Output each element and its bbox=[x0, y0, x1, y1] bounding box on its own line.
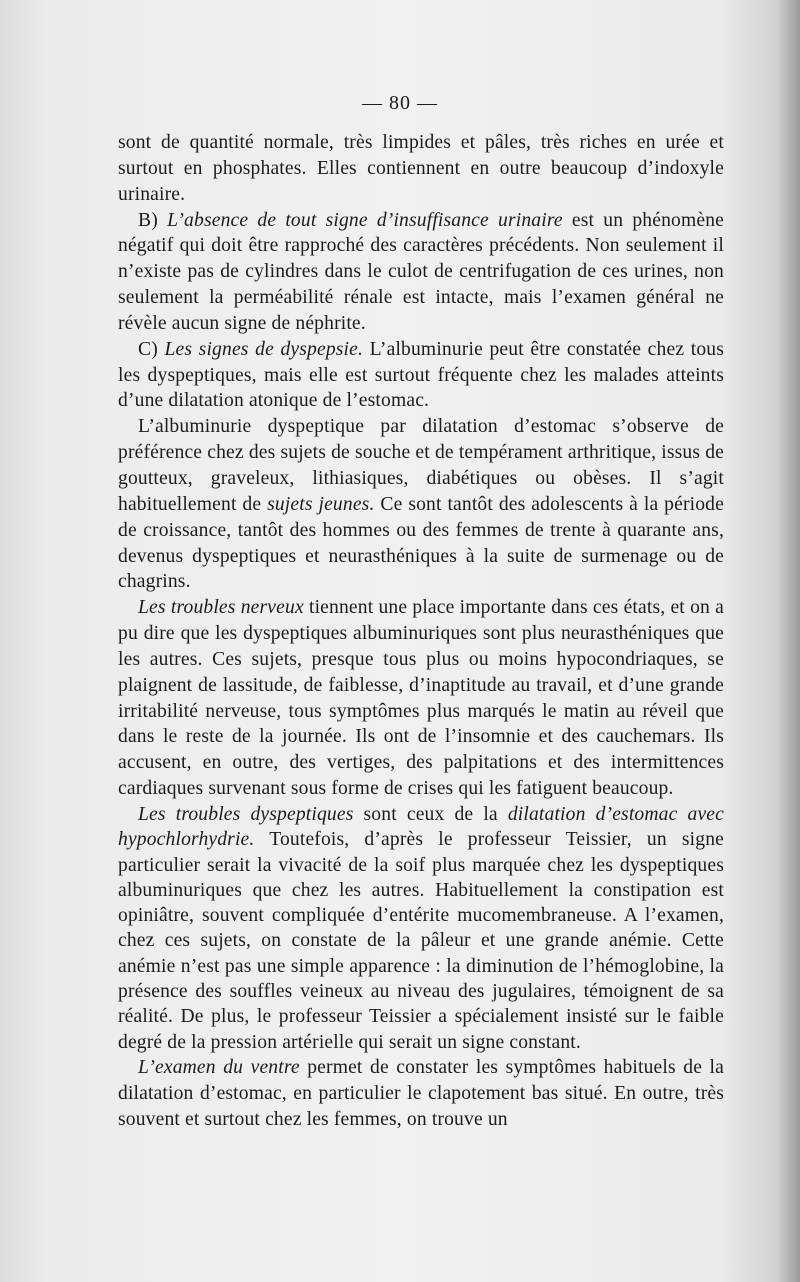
page-number: — 80 — bbox=[362, 92, 438, 114]
text-run: sont de quantité normale, très limpides et pâles, très riches en urée et surtout en phosphates. Elles contiennent en outre beaucoup d’indoxyle urinaire. bbox=[118, 132, 724, 205]
paragraph-troubles-dyspeptiques bbox=[118, 802, 724, 1055]
italic-run: sujets jeunes. bbox=[267, 493, 375, 515]
paragraph-albuminurie-dyspeptique bbox=[118, 414, 724, 595]
text-run: C) bbox=[138, 338, 165, 360]
text-run: tiennent une place importante dans ces états, et on a pu dire que les dyspeptiques albuminuriques sont plus neurasthéniques que les autres. Ces sujets, presque tous plus ou moins hypocondriaques, se plaignent de lassitude, de faiblesse, d’inaptitude au travail, et d’une grande irritabilité nerveuse, tous symptômes plus marqués le matin au réveil que dans le reste de la journée. Ils ont de l’insomnie et des cauchemars. Ils accusent, en outre, des vertiges, des palpitations et des intermittences cardiaques survenant sous forme de crises qui les fatiguent beaucoup. bbox=[118, 597, 724, 800]
text-run: Ce sont tantôt des adolescents à la période de croissance, tantôt des hommes ou des femmes de trente à quarante ans, devenus dyspeptiques et neurasthéniques à la suite de surmenage ou de chagrins. bbox=[118, 493, 724, 593]
paragraph-examen-du-ventre bbox=[118, 1055, 724, 1133]
text-run: B) bbox=[138, 209, 168, 231]
text-run: est un phénomène négatif qui doit être rapproché des caractères précédents. Non seulement il n’existe pas de cylindres dans le culot de centrifugation de ces urines, non seulement la perméabilité rénale est intacte, mais l’examen général ne révèle aucun signe de néphrite. bbox=[118, 209, 724, 334]
text-run: Toutefois, d’après le professeur Teissier, un signe particulier serait la vivacité de la soif plus marquée chez les dyspeptiques albuminuriques que chez les autres. Habituellement la constipation est opiniâtre, souvent compliquée d’entérite mucomembraneuse. A l’examen, chez ces sujets, on constate de la pâleur et une grande anémie. Cette anémie n’est pas une simple apparence : la diminution de l’hémoglobine, la présence des souffles veineux au niveau des jugulaires, témoignent de sa réalité. De plus, le professeur Teissier a spécialement insisté sur le faible degré de la pression artérielle qui serait un signe constant. bbox=[118, 829, 724, 1053]
paragraph-c-dyspepsie bbox=[118, 337, 724, 415]
italic-run: Les troubles nerveux bbox=[138, 597, 304, 619]
italic-run: L’examen du ventre bbox=[138, 1056, 300, 1078]
italic-run: dilatation d’estomac avec hypochlorhydrie. bbox=[118, 803, 724, 851]
text-run: sont ceux de la bbox=[353, 803, 508, 825]
text-run: L’albuminurie peut être constatée chez tous les dyspeptiques, mais elle est surtout fréquente chez les malades atteints d’une dilatation atonique de l’estomac. bbox=[118, 338, 724, 412]
paragraph-continuation bbox=[118, 130, 724, 208]
italic-run: L’absence de tout signe d’insuffisance urinaire bbox=[167, 209, 563, 231]
body-text bbox=[118, 130, 724, 1132]
paragraph-troubles-nerveux bbox=[118, 595, 724, 802]
text-run: permet de constater les symptômes habituels de la dilatation d’estomac, en particulier le clapotement bas situé. En outre, très souvent et surtout chez les femmes, on trouve un bbox=[118, 1056, 724, 1130]
italic-run: Les troubles dyspeptiques bbox=[138, 803, 354, 825]
paragraph-b-insuffisance-urinaire bbox=[118, 208, 724, 337]
text-run: L’albuminurie dyspeptique par dilatation d’estomac s’observe de préférence chez des sujets de souche et de tempérament arthritique, issus de goutteux, graveleux, lithiasiques, diabétiques ou obèses. Il s’agit habituellement de bbox=[118, 416, 724, 515]
italic-run: Les signes de dyspepsie. bbox=[164, 338, 364, 360]
